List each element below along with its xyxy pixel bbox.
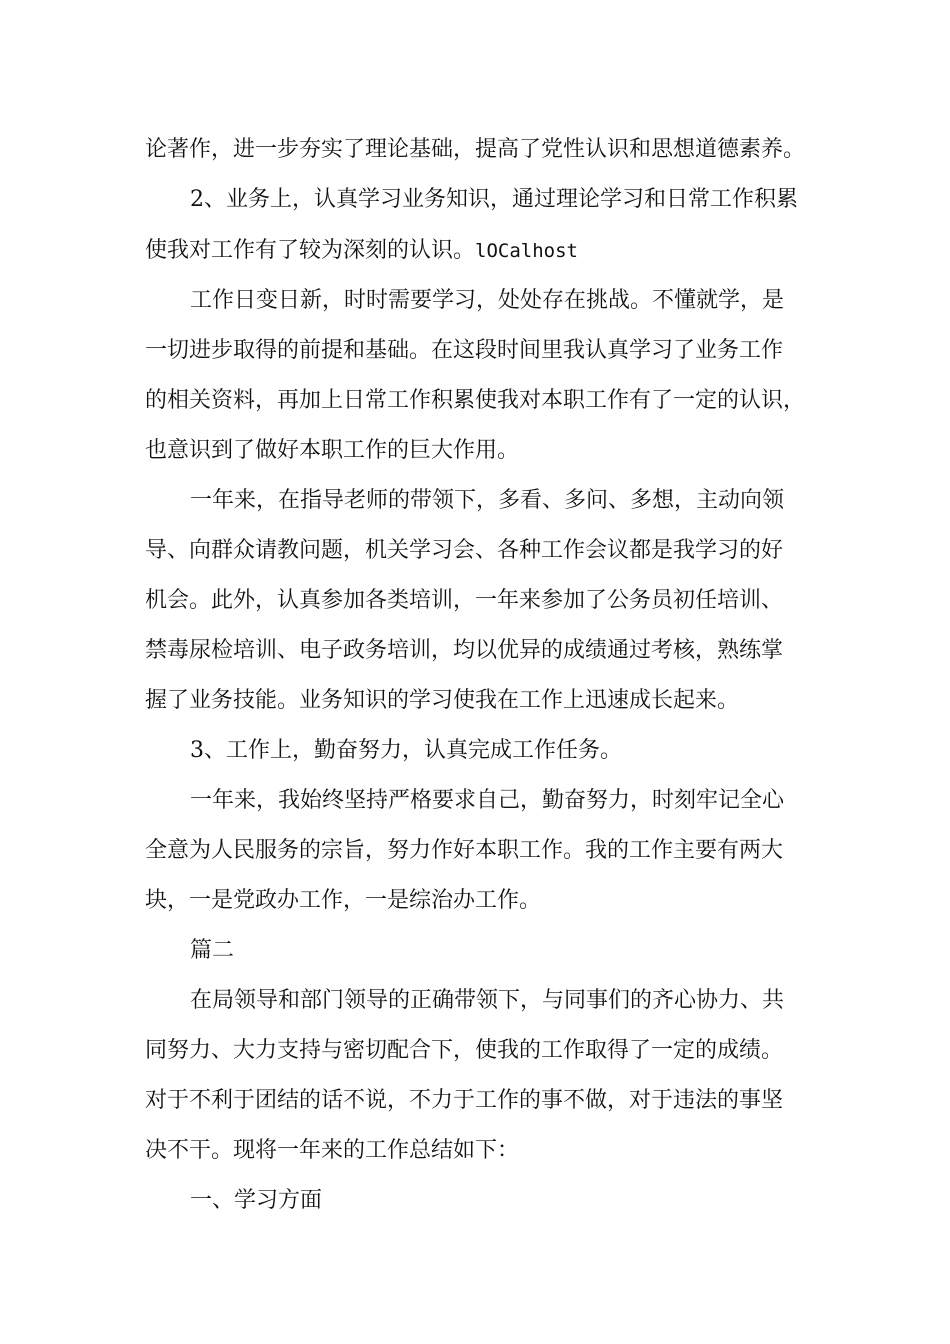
text-line: 论著作，进一步夯实了理论基础，提高了党性认识和思想道德素养。 — [145, 137, 806, 162]
text-line: 的相关资料，再加上日常工作积累使我对本职工作有了一定的认识， — [145, 388, 806, 413]
text-line: 对于不利于团结的话不说，不力于工作的事不做，对于违法的事坚 — [145, 1088, 784, 1113]
text-line: 全意为人民服务的宗旨，努力作好本职工作。我的工作主要有两大 — [145, 838, 784, 863]
text-line: 也意识到了做好本职工作的巨大作用。 — [145, 438, 520, 463]
text-line: 一切进步取得的前提和基础。在这段时间里我认真学习了业务工作 — [145, 338, 784, 363]
watermark-text: lOCalhost — [475, 240, 578, 262]
text-line-content: 使我对工作有了较为深刻的认识。 — [145, 238, 476, 263]
text-line: 2、业务上，认真学习业务知识，通过理论学习和日常工作积累 — [190, 187, 798, 212]
text-line: 3、工作上，勤奋努力，认真完成工作任务。 — [190, 738, 622, 763]
text-line: 导、向群众请教问题，机关学习会、各种工作会议都是我学习的好 — [145, 538, 784, 563]
section-heading: 一、学习方面 — [190, 1188, 323, 1213]
text-line: 一年来，在指导老师的带领下，多看、多问、多想，主动向领 — [190, 488, 785, 513]
text-line: 机会。此外，认真参加各类培训，一年来参加了公务员初任培训、 — [145, 588, 784, 613]
text-line: 握了业务技能。业务知识的学习使我在工作上迅速成长起来。 — [145, 688, 740, 713]
text-line: 块，一是党政办工作，一是综治办工作。 — [145, 888, 542, 913]
text-line: 在局领导和部门领导的正确带领下，与同事们的齐心协力、共 — [190, 988, 785, 1013]
text-line: 决不干。现将一年来的工作总结如下： — [145, 1138, 520, 1163]
text-line — [145, 236, 578, 266]
text-line: 一年来，我始终坚持严格要求自己，勤奋努力，时刻牢记全心 — [190, 788, 785, 813]
text-line: 同努力、大力支持与密切配合下，使我的工作取得了一定的成绩。 — [145, 1038, 784, 1063]
text-line: 工作日变日新，时时需要学习，处处存在挑战。不懂就学，是 — [190, 288, 785, 313]
section-heading: 篇二 — [190, 938, 235, 963]
text-line: 禁毒尿检培训、电子政务培训，均以优异的成绩通过考核，熟练掌 — [145, 638, 784, 663]
